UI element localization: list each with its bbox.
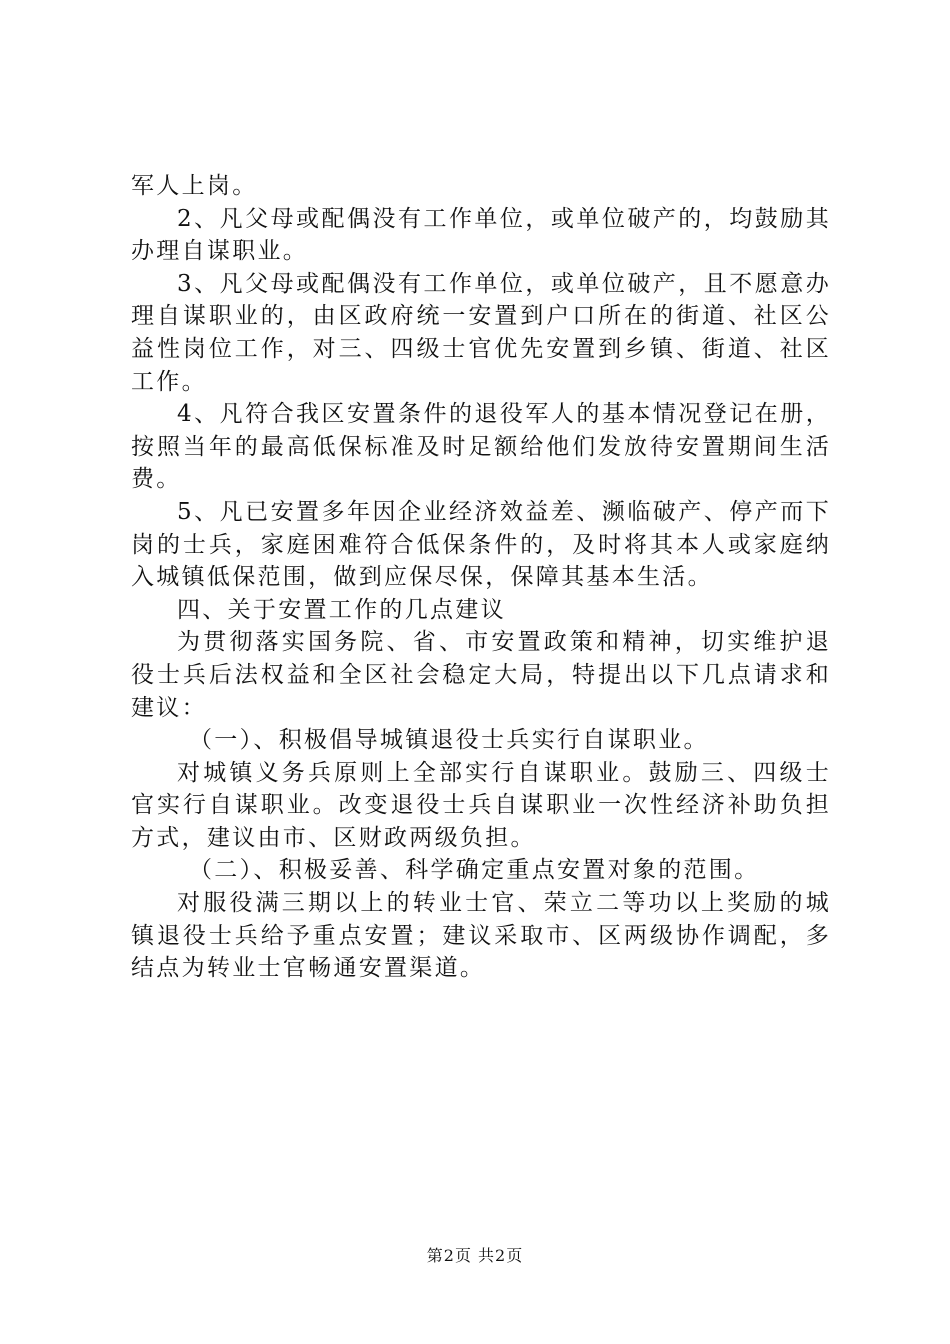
paragraph-subsection-2: 对服役满三期以上的转业士官、荣立二等功以上奖励的城镇退役士兵给予重点安置；建议采取市、区两级协作调配，多结点为转业士官畅通安置渠道。 [131, 890, 831, 982]
section-heading-4: 四、关于安置工作的几点建议 [177, 596, 506, 623]
subheading-2: （二）、积极妥善、科学确定重点安置对象的范围。 [189, 857, 760, 884]
paragraph-continuation: 军人上岗。 [131, 173, 258, 199]
paragraph-item-5: 5、凡已安置多年因企业经济效益差、濒临破产、停产而下岗的士兵，家庭困难符合低保条件的，及时将其本人或家庭纳入城镇低保范围，做到应保尽保，保障其基本生活。 [131, 498, 831, 591]
paragraph-subsection-1: 对城镇义务兵原则上全部实行自谋职业。鼓励三、四级士官实行自谋职业。改变退役士兵自谋职业一次性经济补助负担方式，建议由市、区财政两级负担。 [131, 759, 831, 851]
paragraph-item-2: 2、凡父母或配偶没有工作单位，或单位破产的，均鼓励其办理自谋职业。 [131, 205, 831, 265]
document-body [131, 170, 831, 985]
page-number-footer: 第2页 共2页 [426, 1246, 524, 1265]
subheading-1: （一）、积极倡导城镇退役士兵实行自谋职业。 [189, 727, 709, 754]
paragraph-item-4: 4、凡符合我区安置条件的退役军人的基本情况登记在册，按照当年的最高低保标准及时足额给他们发放待安置期间生活费。 [131, 401, 831, 493]
paragraph-item-3: 3、凡父母或配偶没有工作单位，或单位破产，且不愿意办理自谋职业的，由区政府统一安置到户口所在的街道、社区公益性岗位工作，对三、四级士官优先安置到乡镇、街道、社区工作。 [131, 270, 831, 395]
paragraph-intro: 为贯彻落实国务院、省、市安置政策和精神，切实维护退役士兵后法权益和全区社会稳定大局，特提出以下几点请求和建议： [131, 629, 831, 721]
